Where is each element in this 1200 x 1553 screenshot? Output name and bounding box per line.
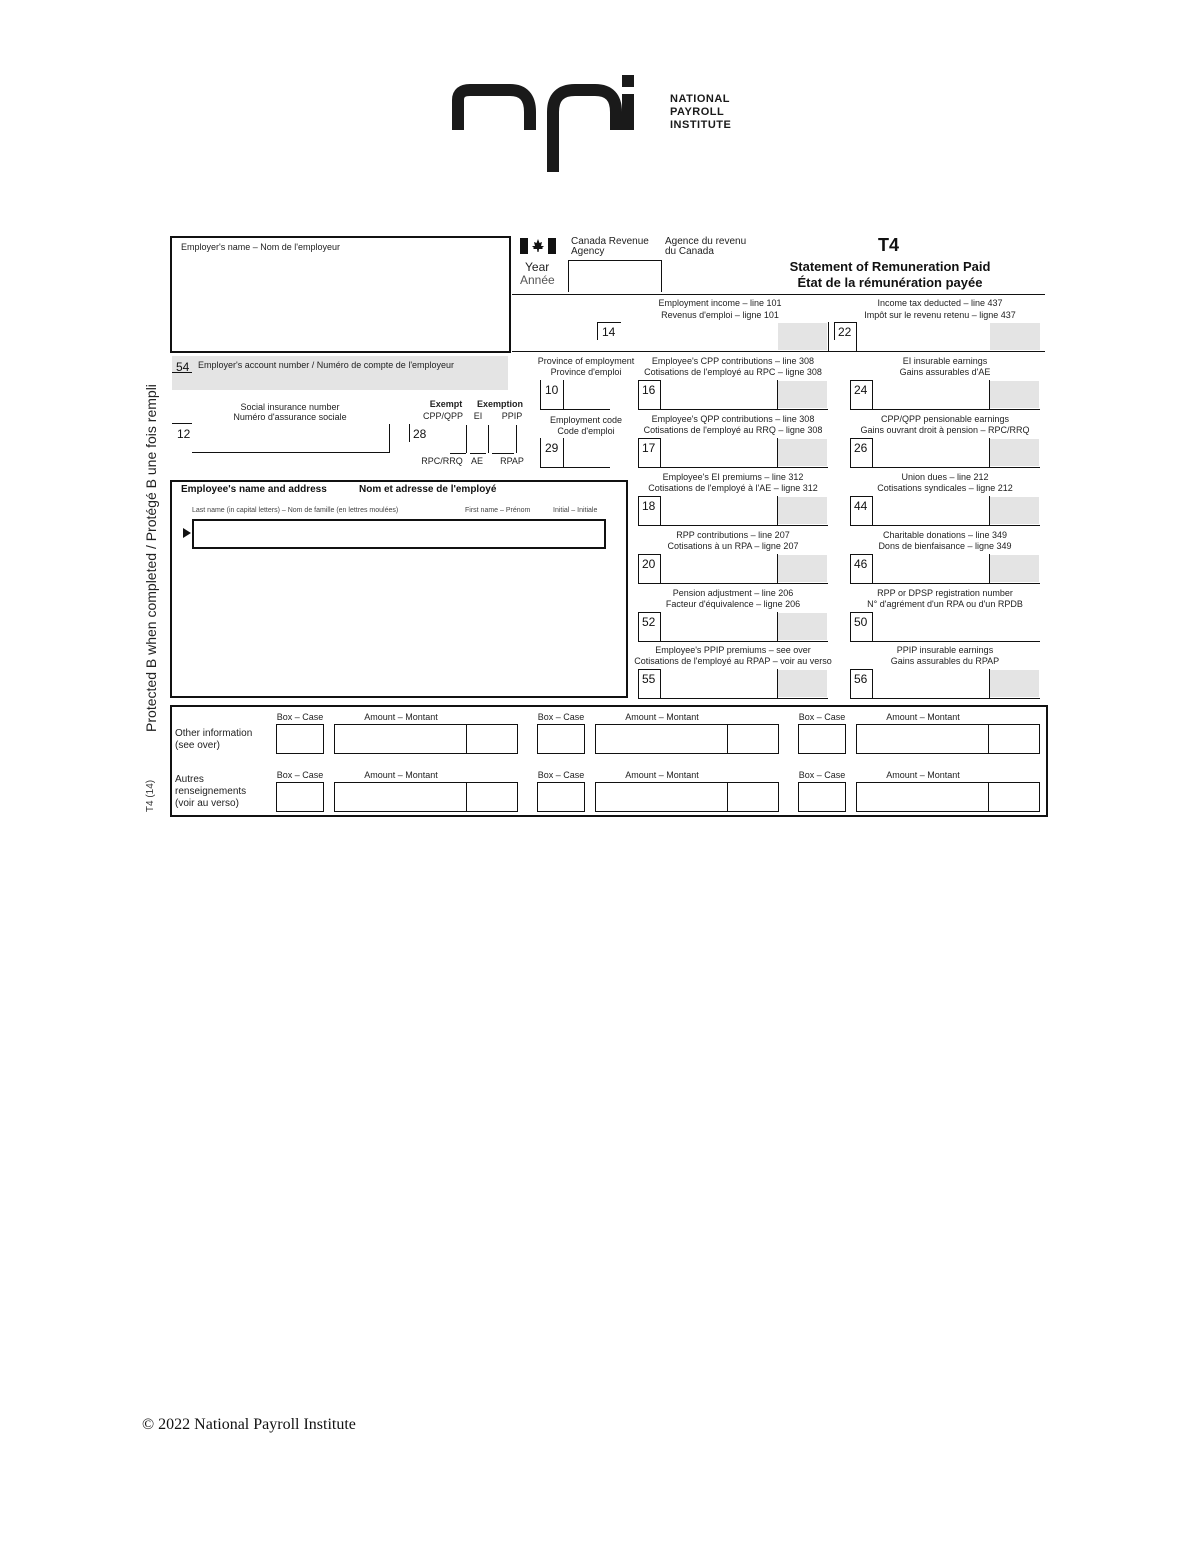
box-50-top-tick	[850, 612, 872, 613]
box-56-label-2: Gains assurables du RPAP	[890, 656, 1000, 666]
employee-title-en: Employee's name and address	[181, 484, 327, 495]
box-16-label-1: Employee's CPP contributions – line 308	[651, 356, 815, 366]
arrow-right-icon	[183, 528, 191, 538]
box-18-label-1: Employee's EI premiums – line 312	[662, 472, 804, 482]
other-amount-input-4[interactable]	[334, 782, 518, 812]
box-28-number: 28	[413, 427, 427, 441]
box-18-number: 18	[642, 499, 656, 513]
box-29-input[interactable]	[563, 438, 610, 468]
box-55-top-tick	[638, 669, 660, 670]
box-56-number: 56	[854, 672, 868, 686]
box-55-label-1: Employee's PPIP premiums – see over	[655, 645, 811, 655]
other-amount-label-2: Amount – Montant	[625, 712, 699, 722]
employer-name-box[interactable]	[170, 236, 511, 353]
logo-line-3: INSTITUTE	[670, 119, 732, 131]
box-46-cents[interactable]	[990, 555, 1039, 582]
box-17-tick	[638, 438, 639, 468]
form-title-en: Statement of Remuneration Paid	[789, 259, 991, 274]
box-52-tick	[638, 612, 639, 642]
form-title-fr: État de la rémunération payée	[797, 275, 983, 290]
box-20-top-tick	[638, 554, 660, 555]
employee-name-input[interactable]	[192, 519, 606, 549]
exempt-ei-checkbox[interactable]	[470, 425, 486, 454]
other-amount-input-3[interactable]	[856, 724, 1040, 754]
box-16-divider	[777, 380, 778, 410]
other-info-fr-2: renseignements	[175, 786, 247, 797]
box-26-baseline	[850, 467, 1040, 468]
other-info-en-2: (see over)	[175, 740, 221, 751]
box-16-top-tick	[638, 380, 660, 381]
other-amount-label-6: Amount – Montant	[886, 770, 960, 780]
box-17-divider	[777, 438, 778, 468]
box-50-number: 50	[854, 615, 868, 629]
employer-account-label: Employer's account number / Numéro de compte de l'employeur	[198, 360, 455, 370]
box-26-label-1: CPP/QPP pensionable earnings	[881, 414, 1009, 424]
box-52-number: 52	[642, 615, 656, 629]
other-info-fr-3: (voir au verso)	[175, 798, 239, 809]
other-box-code-2[interactable]	[537, 724, 585, 754]
box-18-cents[interactable]	[778, 497, 827, 524]
other-box-code-1[interactable]	[276, 724, 324, 754]
other-amount-input-2[interactable]	[595, 724, 779, 754]
employer-name-label: Employer's name – Nom de l'employeur	[181, 242, 341, 252]
box-56-divider	[989, 669, 990, 699]
other-box-code-6[interactable]	[798, 782, 846, 812]
box-14-label-2: Revenus d'emploi – ligne 101	[661, 310, 779, 320]
other-box-label-1: Box – Case	[276, 712, 324, 722]
other-amount-divider-2	[727, 724, 728, 754]
box-44-top-tick	[850, 496, 872, 497]
other-box-label-5: Box – Case	[537, 770, 585, 780]
other-box-label-4: Box – Case	[276, 770, 324, 780]
box-52-cents[interactable]	[778, 613, 827, 640]
box-54-number: 54	[176, 360, 190, 374]
box-44-number: 44	[854, 499, 868, 513]
box-44-tick	[850, 496, 851, 526]
box-26-number: 26	[854, 441, 868, 455]
box-22-cents[interactable]	[990, 323, 1040, 350]
agency-fr-1: Agence du revenu	[665, 236, 747, 247]
first-name-label: First name – Prénom	[465, 507, 531, 514]
box-29-label-1: Employment code	[549, 415, 623, 425]
box-55-tick	[638, 669, 639, 699]
box-46-baseline	[850, 583, 1040, 584]
box-46-divider	[989, 554, 990, 584]
box-12-number: 12	[177, 427, 191, 441]
year-label-fr: Année	[520, 273, 555, 287]
other-amount-label-5: Amount – Montant	[625, 770, 699, 780]
other-amount-divider-4	[466, 782, 467, 812]
box-14-number: 14	[602, 325, 616, 339]
protected-b-label: Protected B when completed / Protégé B une fois rempli	[143, 384, 159, 732]
box-14-input[interactable]	[621, 323, 777, 350]
exempt-ppip-checkbox[interactable]	[492, 425, 514, 454]
box-10-label-1: Province of employment	[537, 356, 635, 366]
box-46-label-2: Dons de bienfaisance – ligne 349	[878, 541, 1012, 551]
npi-logo	[450, 72, 750, 177]
other-amount-divider-1	[466, 724, 467, 754]
box-22-label-1: Income tax deducted – line 437	[877, 298, 1003, 308]
box-20-number: 20	[642, 557, 656, 571]
box-16-number: 16	[642, 383, 656, 397]
other-amount-divider-3	[988, 724, 989, 754]
box-20-cents[interactable]	[778, 555, 827, 582]
initial-label: Initial – Initiale	[553, 507, 598, 514]
exempt-cpp-checkbox[interactable]	[450, 425, 466, 454]
other-box-label-2: Box – Case	[537, 712, 585, 722]
box-24-label-1: EI insurable earnings	[902, 356, 988, 366]
box-46-number: 46	[854, 557, 868, 571]
other-amount-divider-6	[988, 782, 989, 812]
box-10-input[interactable]	[563, 380, 610, 410]
agency-en-2: Agency	[571, 246, 605, 257]
other-amount-label-4: Amount – Montant	[364, 770, 438, 780]
box-50-input[interactable]	[872, 612, 1040, 642]
box-24-cents[interactable]	[990, 381, 1039, 408]
box-55-label-2: Cotisations de l'employé au RPAP – voir au verso	[634, 656, 832, 666]
box-17-number: 17	[642, 441, 656, 455]
box-16-label-2: Cotisations de l'employé au RPC – ligne 308	[644, 367, 822, 377]
box-16-cents[interactable]	[778, 381, 827, 408]
box-14-cents[interactable]	[778, 323, 827, 350]
box-17-label-1: Employee's QPP contributions – line 308	[651, 414, 815, 424]
box-22-label-2: Impôt sur le revenu retenu – ligne 437	[864, 310, 1016, 320]
box-18-top-tick	[638, 496, 660, 497]
box-24-label-2: Gains assurables d'AE	[899, 367, 991, 377]
box-22-input[interactable]	[857, 323, 989, 350]
box-26-cents[interactable]	[990, 439, 1039, 466]
box-10-number: 10	[545, 383, 559, 397]
box-26-top-tick	[850, 438, 872, 439]
box-44-label-1: Union dues – line 212	[901, 472, 989, 482]
box-18-tick	[638, 496, 639, 526]
box-52-top-tick	[638, 612, 660, 613]
box-26-divider	[989, 438, 990, 468]
box-56-cents[interactable]	[990, 670, 1039, 697]
box-17-top-tick	[638, 438, 660, 439]
box-16-baseline	[638, 409, 828, 410]
other-box-code-4[interactable]	[276, 782, 324, 812]
other-box-label-6: Box – Case	[798, 770, 846, 780]
other-info-en-1: Other information	[175, 728, 253, 739]
form-code-title: T4	[878, 235, 900, 255]
box-29-number: 29	[545, 441, 559, 455]
box-46-tick	[850, 554, 851, 584]
box-17-baseline	[638, 467, 828, 468]
last-name-label: Last name (in capital letters) – Nom de famille (en lettres moulées)	[192, 507, 399, 514]
box-44-label-2: Cotisations syndicales – ligne 212	[877, 483, 1013, 493]
other-box-label-3: Box – Case	[798, 712, 846, 722]
box-20-tick	[638, 554, 639, 584]
box-22-number: 22	[838, 325, 852, 339]
box-20-baseline	[638, 583, 828, 584]
box-20-divider	[777, 554, 778, 584]
exemption-label: Exemption	[476, 399, 523, 409]
exempt-ei-label: EI	[473, 411, 483, 421]
box-52-label-1: Pension adjustment – line 206	[672, 588, 794, 598]
other-info-fr-1: Autres	[175, 774, 204, 785]
sin-label-en: Social insurance number	[240, 402, 340, 412]
exempt-rpc-label: RPC/RRQ	[421, 456, 463, 466]
box-55-number: 55	[642, 672, 656, 686]
box-29-label-2: Code d'emploi	[557, 426, 615, 436]
box-20-label-2: Cotisations à un RPA – ligne 207	[667, 541, 799, 551]
box-56-tick	[850, 669, 851, 699]
other-amount-input-1[interactable]	[334, 724, 518, 754]
exempt-label: Exempt	[429, 399, 463, 409]
other-amount-label-1: Amount – Montant	[364, 712, 438, 722]
exempt-cpp-label: CPP/QPP	[422, 411, 463, 421]
box-55-baseline	[638, 698, 828, 699]
canada-flag-icon	[520, 238, 556, 256]
box-46-top-tick	[850, 554, 872, 555]
logo-line-2: PAYROLL	[670, 106, 725, 118]
box-24-number: 24	[854, 383, 868, 397]
exempt-ae-label: AE	[470, 456, 483, 466]
box-50-label-1: RPP or DPSP registration number	[877, 588, 1013, 598]
box-24-baseline	[850, 409, 1040, 410]
box-44-cents[interactable]	[990, 497, 1039, 524]
box-50-label-2: N° d'agrément d'un RPA ou d'un RPDB	[867, 599, 1023, 609]
box-17-label-2: Cotisations de l'employé au RRQ – ligne 308	[643, 425, 823, 435]
employee-title-fr: Nom et adresse de l'employé	[359, 484, 497, 495]
other-amount-input-5[interactable]	[595, 782, 779, 812]
agency-en-1: Canada Revenue	[571, 236, 649, 247]
box-18-baseline	[638, 525, 828, 526]
box-52-label-2: Facteur d'équivalence – ligne 206	[665, 599, 801, 609]
box-26-label-2: Gains ouvrant droit à pension – RPC/RRQ	[860, 425, 1030, 435]
other-amount-divider-5	[727, 782, 728, 812]
copyright-text: © 2022 National Payroll Institute	[142, 1416, 356, 1433]
box-56-top-tick	[850, 669, 872, 670]
form-code-side: T4 (14)	[145, 779, 156, 813]
box-55-cents[interactable]	[778, 670, 827, 697]
year-label-en: Year	[525, 260, 550, 274]
box-24-tick	[850, 380, 851, 410]
box-55-divider	[777, 669, 778, 699]
box-56-label-1: PPIP insurable earnings	[896, 645, 994, 655]
box-44-baseline	[850, 525, 1040, 526]
box-44-divider	[989, 496, 990, 526]
box-18-divider	[777, 496, 778, 526]
box-24-divider	[989, 380, 990, 410]
other-box-code-3[interactable]	[798, 724, 846, 754]
sin-input[interactable]	[192, 424, 390, 453]
box-56-baseline	[850, 698, 1040, 699]
box-24-top-tick	[850, 380, 872, 381]
agency-fr-2: du Canada	[665, 246, 714, 257]
sin-label-fr: Numéro d'assurance sociale	[233, 412, 347, 422]
box-26-tick	[850, 438, 851, 468]
other-amount-input-6[interactable]	[856, 782, 1040, 812]
box-17-cents[interactable]	[778, 439, 827, 466]
box-50-tick	[850, 612, 851, 642]
box-46-label-1: Charitable donations – line 349	[882, 530, 1008, 540]
box-20-label-1: RPP contributions – line 207	[676, 530, 790, 540]
logo-line-1: NATIONAL	[670, 93, 731, 105]
box-16-tick	[638, 380, 639, 410]
box-14-label-1: Employment income – line 101	[658, 298, 782, 308]
box-50-baseline	[850, 641, 1040, 642]
exempt-rpap-label: RPAP	[500, 456, 524, 466]
box-10-label-2: Province d'emploi	[550, 367, 622, 377]
year-input[interactable]	[568, 260, 662, 292]
other-box-code-5[interactable]	[537, 782, 585, 812]
exempt-ppip-label: PPIP	[501, 411, 523, 421]
npi-logo-mark	[450, 72, 640, 177]
other-amount-label-3: Amount – Montant	[886, 712, 960, 722]
box-18-label-2: Cotisations de l'employé à l'AE – ligne 312	[648, 483, 818, 493]
box-52-baseline	[638, 641, 828, 642]
box-52-divider	[777, 612, 778, 642]
